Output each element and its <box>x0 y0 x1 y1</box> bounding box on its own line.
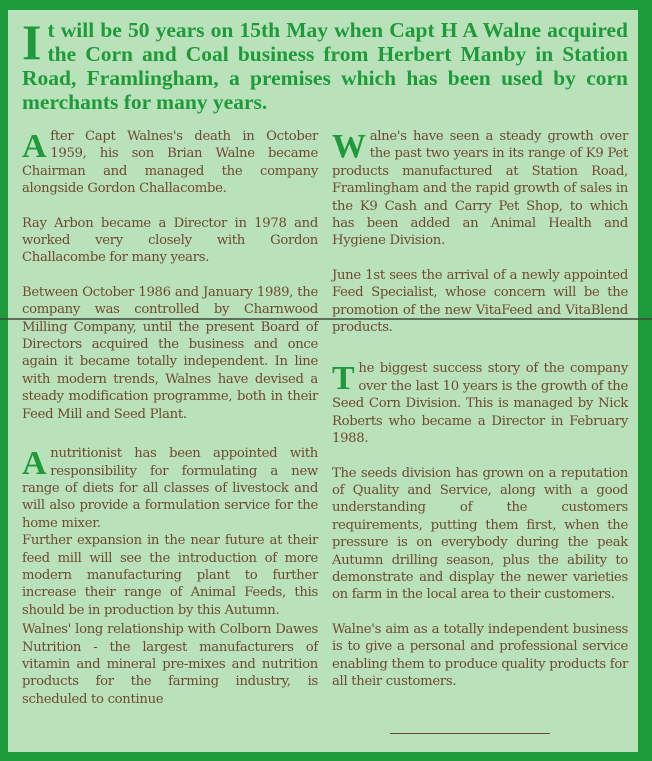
drop-cap: W <box>332 128 366 165</box>
paragraph <box>332 465 628 604</box>
paragraph-text: The seeds division has grown on a reputation of Quality and Service, along with a good understanding of the customers requirements, putting them first, when the pressure is on everybody during the peak Autumn drilling season, plus the ability to demonstrate and display the newer varieties on farm in the local area to their customers. <box>332 465 628 603</box>
article-panel <box>8 10 638 752</box>
paragraph <box>22 532 318 619</box>
paragraph-text: fter Capt Walnes's death in October 1959, his son Brian Walne became Chairman and managed the company alongside Gordon Challacombe. <box>22 129 318 197</box>
headline-drop-cap: I <box>22 14 42 70</box>
paragraph-text: Walnes' long relationship with Colborn Dawes Nutrition - the largest manufacturers of vitamin and mineral pre-mixes and nutrition products for the farming industry, is scheduled to continue <box>22 622 318 707</box>
headline-text: t will be 50 years on 15th May when Capt H A Walne acquired the Corn and Coal business from Herbert Manby in Station Road, Framlingham, a premises which has been used by corn merchants for many years. <box>22 18 628 114</box>
paragraph <box>332 128 628 250</box>
paragraph <box>22 284 318 423</box>
paragraph <box>22 621 318 708</box>
right-column <box>332 128 628 707</box>
paragraph-text: Further expansion in the near future at their feed mill will see the introduction of more modern manufacturing plant to further increase their range of Animal Feeds, this should be in production by this Autumn. <box>22 533 318 618</box>
drop-cap: A <box>22 445 47 483</box>
paragraph <box>332 621 628 691</box>
paper-fold-line <box>0 318 652 320</box>
paragraph-text: nutritionist has been appointed with responsibility for formulating a new range of diets for all classes of livestock and will also provide a formulation service for the home mixer. <box>22 446 318 531</box>
paragraph-text: June 1st sees the arrival of a newly appointed Feed Specialist, whose concern will be the promotion of the new VitaFeed and VitaBlend products. <box>332 267 628 336</box>
paragraph-text: Walne's aim as a totally independent business is to give a personal and professional service enabling them to produce quality products for all their customers. <box>332 621 628 689</box>
paragraph <box>22 128 318 198</box>
left-column <box>22 128 318 725</box>
paragraph <box>332 360 628 447</box>
end-rule <box>390 733 550 734</box>
drop-cap: T <box>332 360 355 398</box>
paragraph-text: alne's have seen a steady growth over the past two years in its range of K9 Pet products manufactured at Station Road, Framlingham and the rapid growth of sales in the K9 Cash and Carry Pet Shop, to which has been added an Animal Health and Hygiene Division. <box>332 129 628 249</box>
paragraph <box>22 445 318 532</box>
drop-cap: A <box>22 128 47 165</box>
paragraph <box>332 267 628 337</box>
headline <box>22 14 628 114</box>
paragraph-text: he biggest success story of the company over the last 10 years is the growth of the Seed Corn Division. This is managed by Nick Roberts who became a Director in February 1988. <box>332 361 628 447</box>
paragraph-text: Between October 1986 and January 1989, the company was controlled by Charnwood Milling Company, until the present Board of Directors acquired the business and once again it became totally independent. In line with modern trends, Walnes have devised a steady modification programme, both in their Feed Mill and Seed Plant. <box>22 284 318 422</box>
paragraph <box>22 215 318 267</box>
paragraph-text: Ray Arbon became a Director in 1978 and worked very closely with Gordon Challacombe for many years. <box>22 215 318 266</box>
